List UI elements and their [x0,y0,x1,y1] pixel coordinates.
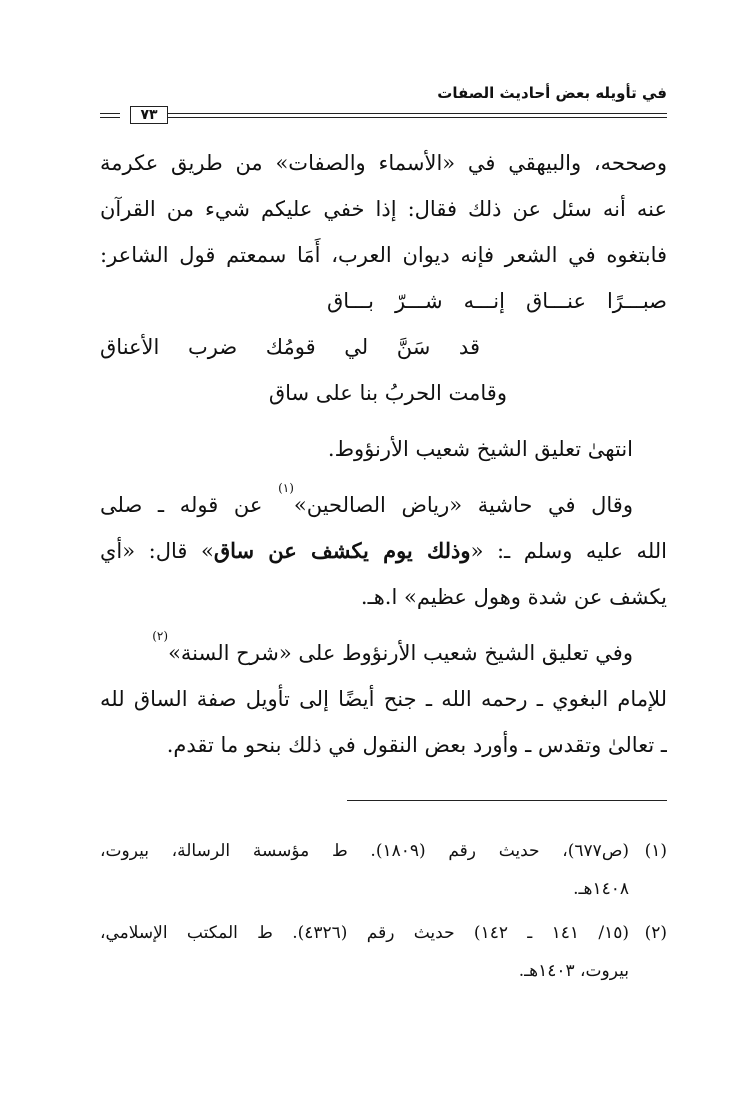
poem-verse: وقامت الحربُ بنا على ساق [268,381,507,405]
footnote-number: (١) [644,841,667,861]
poem-verse-text: قد سَنَّ لي قومُك ضرب الأعناق [100,335,480,359]
paragraph-line: ـ تعالىٰ وتقدس ـ وأورد بعض النقول في ذلك بنحو ما تقدم. [166,733,667,757]
header-rule-line [100,113,120,114]
poem-verse [100,278,667,324]
header-rule-line [167,113,667,114]
paragraph-line [100,630,667,676]
text-span: وفي تعليق الشيخ شعيب الأرنؤوط على «شرح السنة» [168,641,633,665]
paragraph-line: يكشف عن شدة وهول عظيم» ا.هـ. [360,585,667,609]
footnote-separator [347,800,667,801]
footnote-ref: (١) [278,482,294,495]
running-title: في تأويله بعض أحاديث الصفات [437,84,667,102]
body-line: وصححه، والبيهقي في «الأسماء والصفات» من طريق عكرمة [100,151,667,175]
header-rule-line [100,117,120,118]
footnote-body [100,914,629,990]
text-span: عن قوله ـ صلى [100,493,279,517]
poem-verse [100,324,667,370]
header-rule-line [167,117,667,118]
paragraph-line: للإمام البغوي ـ رحمه الله ـ جنح أيضًا إلى تأويل صفة الساق لله [100,687,667,711]
paragraph-line [100,528,667,574]
footnote-body [100,832,629,908]
page-number: ٧٣ [130,106,168,124]
text-span: وقال في حاشية «رياض الصالحين» [293,493,633,517]
text-span: الله عليه وسلم ـ: « [470,539,667,563]
footnote-line: بيروت، ١٤٠٣هـ. [518,961,629,981]
text-span: » قال: «أي [100,539,214,563]
footnote [100,832,667,908]
footnotes [100,832,667,990]
poem-verse-text: صبـــرًا عنـــاق إنـــه شـــرّ بـــاق [327,289,667,313]
footnote-line: ١٤٠٨هـ. [573,879,629,899]
footnote-ref: (٢) [152,630,169,643]
body-text [100,140,667,768]
body-line: فابتغوه في الشعر فإنه ديوان العرب، أَمَا سمعتم قول الشاعر: [100,243,667,267]
body-line: عنه أنه سئل عن ذلك فقال: إذا خفي عليكم شيء من القرآن [100,197,667,221]
footnote-number: (٢) [644,923,667,943]
footnote-line: (ص٦٧٧)، حديث رقم (١٨٠٩). ط مؤسسة الرسالة، بيروت، [100,841,629,861]
paragraph-line [100,482,667,528]
footnote [100,914,667,990]
header-rule [100,106,667,122]
quote-end-note: انتهىٰ تعليق الشيخ شعيب الأرنؤوط. [327,437,633,461]
footnote-line: (١٥/ ١٤١ ـ ١٤٢) حديث رقم (٤٣٢٦). ط المكتب الإسلامي، [100,923,629,943]
quran-quote: وذلك يوم يكشف عن ساق [213,538,471,563]
